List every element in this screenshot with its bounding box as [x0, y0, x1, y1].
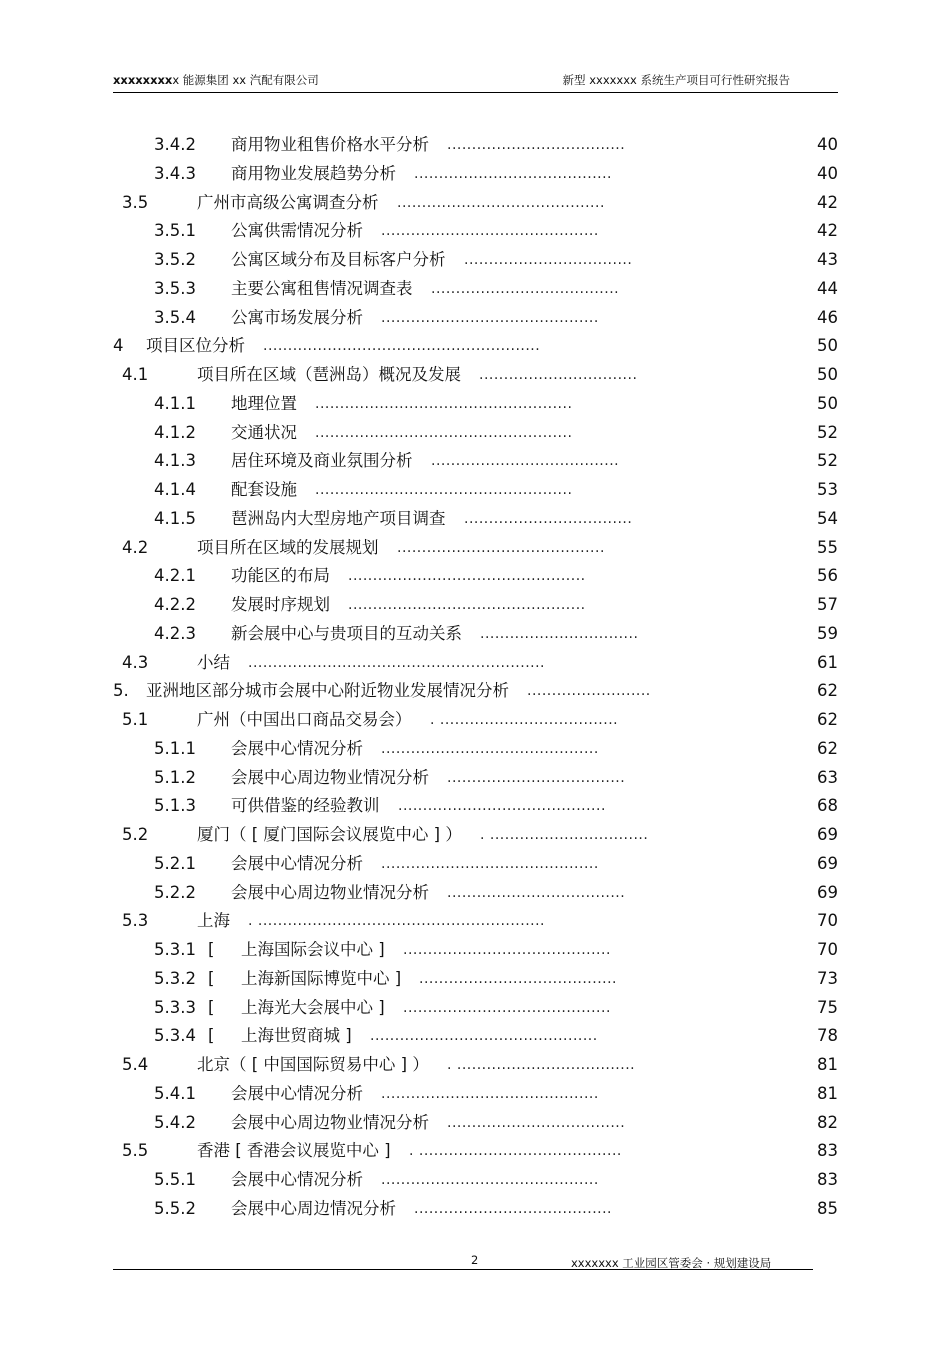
toc-entry-page-number: 52 [817, 422, 838, 442]
toc-entry-page-number: 52 [817, 451, 838, 471]
toc-entry-page-number: 83 [817, 1141, 838, 1161]
toc-entry-leader-dots: .............................................. [370, 1028, 598, 1045]
toc-entry[interactable] [0, 793, 950, 819]
toc-entry-leader-dots: ............................................................ [248, 654, 546, 671]
toc-entry-page-number: 42 [817, 192, 838, 212]
toc-entry[interactable] [0, 1167, 950, 1193]
toc-entry-number: 5.2.2 [154, 882, 196, 902]
toc-entry[interactable] [0, 822, 950, 848]
toc-entry-number: 5.5.2 [154, 1198, 196, 1218]
toc-entry-number: 5.2.1 [154, 853, 196, 873]
toc-entry-title: 琶洲岛内大型房地产项目调查 [231, 508, 446, 528]
toc-entry-page-number: 46 [817, 307, 838, 327]
toc-entry-leader-dots: .......................................... [403, 999, 611, 1016]
toc-entry-number: 4.2 [122, 537, 149, 557]
toc-entry-title: 商用物业租售价格水平分析 [231, 135, 429, 154]
toc-entry[interactable] [0, 908, 950, 934]
toc-entry-number: 3.5.1 [154, 221, 196, 241]
toc-entry-leader-dots: .................................... [447, 137, 626, 153]
toc-entry-title: 主要公寓租售情况调查表 [231, 278, 413, 298]
toc-entry-page-number: 53 [817, 480, 838, 499]
toc-entry-title: 会展中心周边物业情况分析 [231, 1112, 429, 1132]
toc-entry-number: 4.2.3 [154, 623, 196, 643]
toc-entry-title: 公寓市场发展分析 [231, 307, 363, 327]
toc-entry-leader-dots: ........................................................ [263, 338, 541, 355]
toc-entry-title: 项目所在区域（琶洲岛）概况及发展 [197, 365, 461, 384]
toc-entry-number: 4.3 [122, 652, 149, 672]
toc-entry-leader-dots: .......................................... [397, 194, 605, 211]
toc-entry-number: 5.3.3 [154, 997, 196, 1017]
toc-entry-page-number: 42 [817, 221, 838, 241]
toc-entry-title: 厦门（ [ 厦门国际会议展览中心 ] ） [197, 825, 462, 844]
toc-entry-leader-dots: ........................................ [419, 970, 618, 987]
toc-entry-page-number: 62 [817, 738, 838, 758]
toc-entry-title: 会展中心周边物业情况分析 [231, 882, 429, 902]
toc-entry-page-number: 61 [817, 652, 838, 672]
toc-entry-page-number: 68 [817, 796, 838, 816]
toc-entry-leader-dots: ............................................ [381, 855, 599, 872]
toc-entry-number: 5.4 [122, 1055, 149, 1074]
toc-entry-leader-dots: .................................................... [315, 482, 573, 498]
toc-entry-number: 5.1.2 [154, 767, 196, 787]
toc-entry-number: 4.2.2 [154, 595, 196, 614]
toc-entry-leader-dots: ................................ [480, 625, 639, 642]
toc-entry[interactable] [0, 190, 950, 216]
toc-entry-bracket: [ [208, 1026, 215, 1046]
toc-entry-number: 4.1 [122, 365, 149, 384]
toc-entry-title: 公寓区域分布及目标客户分析 [231, 250, 446, 269]
toc-entry-leader-dots: ...................................... [431, 453, 620, 470]
toc-entry-title: 上海新国际博览中心 ] [241, 968, 402, 988]
toc-entry[interactable] [0, 995, 950, 1021]
toc-entry[interactable] [0, 621, 950, 647]
toc-entry[interactable] [0, 333, 950, 359]
toc-entry-page-number: 50 [817, 393, 838, 413]
toc-entry-title: 地理位置 [231, 393, 297, 413]
toc-entry-leader-dots: . .......................................................... [248, 913, 546, 930]
footer-organization: xxxxxxx 工业园区管委会 · 规划建设局 [571, 1256, 772, 1270]
toc-entry[interactable] [0, 1023, 950, 1049]
toc-entry-page-number: 59 [817, 623, 838, 643]
toc-entry-number: 5.1.1 [154, 738, 196, 758]
toc-entry-number: 4.1.4 [154, 480, 196, 499]
toc-entry-number: 5.3.4 [154, 1026, 196, 1046]
toc-entry-page-number: 85 [817, 1198, 838, 1218]
toc-entry-leader-dots: .................................................... [315, 424, 573, 441]
toc-entry-page-number: 40 [817, 163, 838, 183]
toc-entry-title: 会展中心情况分析 [231, 853, 363, 873]
toc-entry-title: 会展中心周边情况分析 [231, 1198, 396, 1218]
toc-entry-title: 小结 [197, 652, 230, 672]
toc-entry[interactable] [0, 851, 950, 877]
toc-entry-title: 上海光大会展中心 ] [241, 997, 385, 1017]
toc-entry[interactable] [0, 247, 950, 273]
toc-entry-number: 5.2 [122, 825, 149, 844]
toc-entry[interactable] [0, 132, 950, 158]
toc-entry-number: 5.1.3 [154, 796, 196, 816]
toc-entry-leader-dots: ................................................ [348, 568, 586, 585]
page-header [113, 70, 838, 93]
toc-entry-leader-dots: .......................................... [398, 798, 606, 815]
toc-entry-page-number: 69 [817, 853, 838, 873]
toc-entry[interactable] [0, 305, 950, 331]
toc-entry-leader-dots: ......................... [527, 683, 651, 700]
toc-entry-leader-dots: ...................................... [431, 280, 620, 297]
toc-entry-page-number: 44 [817, 278, 838, 298]
toc-entry-page-number: 81 [817, 1055, 838, 1074]
toc-entry-title: 交通状况 [231, 422, 297, 442]
toc-entry-leader-dots: .......................................... [403, 942, 611, 958]
toc-entry[interactable] [0, 448, 950, 474]
toc-entry-title: 香港 [ 香港会议展览中心 ] [197, 1141, 391, 1161]
toc-entry-title: 会展中心周边物业情况分析 [231, 767, 429, 787]
toc-entry-title: 配套设施 [231, 480, 297, 499]
toc-entry[interactable] [0, 362, 950, 388]
toc-entry-bracket: [ [208, 940, 215, 959]
toc-entry-number: 4.1.2 [154, 422, 196, 442]
toc-entry-leader-dots: ................................ [479, 367, 638, 383]
toc-entry-title: 新会展中心与贵项目的互动关系 [231, 623, 462, 643]
toc-entry-page-number: 54 [817, 508, 838, 528]
toc-entry-number: 4.1.1 [154, 393, 196, 413]
toc-entry-number: 4.1.3 [154, 451, 196, 471]
toc-entry[interactable] [0, 592, 950, 618]
toc-entry[interactable] [0, 161, 950, 187]
toc-entry[interactable] [0, 937, 950, 963]
toc-entry-leader-dots: ............................................ [381, 740, 599, 757]
toc-entry[interactable] [0, 276, 950, 302]
toc-entry-title: 上海 [197, 911, 230, 931]
toc-entry-leader-dots: .................................. [464, 510, 633, 527]
toc-entry[interactable] [0, 506, 950, 532]
toc-entry[interactable] [0, 1081, 950, 1107]
toc-entry-title: 会展中心情况分析 [231, 738, 363, 758]
toc-entry-page-number: 56 [817, 566, 838, 586]
toc-entry-page-number: 43 [817, 250, 838, 269]
toc-entry-title: 发展时序规划 [231, 595, 330, 614]
toc-entry-number: 3.5.3 [154, 278, 196, 298]
toc-entry-title: 广州市高级公寓调查分析 [197, 192, 379, 212]
page-footer [113, 1253, 813, 1270]
toc-entry-page-number: 55 [817, 537, 838, 557]
toc-entry[interactable] [0, 563, 950, 589]
toc-entry-leader-dots: ............................................ [381, 223, 599, 240]
toc-entry-number: 4.1.5 [154, 508, 196, 528]
toc-entry-page-number: 83 [817, 1170, 838, 1189]
toc-entry-page-number: 70 [817, 911, 838, 931]
toc-entry-title: 公寓供需情况分析 [231, 221, 363, 241]
toc-entry[interactable] [0, 477, 950, 503]
toc-entry-title: 商用物业发展趋势分析 [231, 163, 396, 183]
toc-entry-page-number: 62 [817, 710, 838, 729]
toc-entry-page-number: 50 [817, 336, 838, 356]
toc-entry-page-number: 40 [817, 135, 838, 154]
toc-entry-title: 项目区位分析 [146, 336, 245, 356]
toc-entry-page-number: 70 [817, 940, 838, 959]
toc-entry-leader-dots: ........................................ [414, 165, 613, 182]
toc-entry-title: 会展中心情况分析 [231, 1170, 363, 1189]
toc-entry-number: 5.4.1 [154, 1083, 196, 1103]
header-left [113, 72, 319, 88]
toc-entry-page-number: 50 [817, 365, 838, 384]
toc-entry-page-number: 78 [817, 1026, 838, 1046]
toc-entry-leader-dots: . ................................ [480, 827, 649, 843]
toc-entry-page-number: 62 [817, 681, 838, 701]
toc-entry-page-number: 63 [817, 767, 838, 787]
toc-entry-leader-dots: ............................................ [381, 1172, 599, 1188]
toc-entry[interactable] [0, 650, 950, 676]
toc-entry-number: 5.4.2 [154, 1112, 196, 1132]
toc-entry-leader-dots: .................................. [464, 252, 633, 268]
toc-entry-leader-dots: . .................................... [430, 712, 619, 728]
toc-entry-leader-dots: ............................................ [381, 1085, 599, 1102]
toc-entry-page-number: 75 [817, 997, 838, 1017]
toc-entry[interactable] [0, 391, 950, 417]
toc-entry[interactable] [0, 966, 950, 992]
toc-entry-number: 3.5.2 [154, 250, 196, 269]
toc-entry[interactable] [0, 218, 950, 244]
toc-entry-title: 亚洲地区部分城市会展中心附近物业发展情况分析 [146, 681, 509, 701]
toc-entry[interactable] [0, 420, 950, 446]
toc-entry-number: 5.5.1 [154, 1170, 196, 1189]
toc-entry-bracket: [ [208, 968, 215, 988]
toc-entry-number: 4.2.1 [154, 566, 196, 586]
toc-entry-page-number: 69 [817, 882, 838, 902]
toc-entry-page-number: 82 [817, 1112, 838, 1132]
toc-entry-leader-dots: .......................................... [397, 539, 605, 556]
toc-entry[interactable] [0, 765, 950, 791]
toc-entry-number: 5. [113, 681, 129, 701]
toc-entry-leader-dots: .................................... [447, 884, 626, 901]
toc-entry-number: 5.3.2 [154, 968, 196, 988]
footer-page-number: 2 [471, 1253, 479, 1267]
toc-entry-number: 3.4.3 [154, 163, 196, 183]
toc-entry-number: 3.4.2 [154, 135, 196, 154]
toc-entry[interactable] [0, 736, 950, 762]
toc-entry-number: 3.5 [122, 192, 149, 212]
header-right: 新型 xxxxxxx 系统生产项目可行性研究报告 [562, 73, 790, 87]
toc-entry[interactable] [0, 880, 950, 906]
toc-entry-title: 上海世贸商城 ] [241, 1026, 352, 1046]
toc-entry-page-number: 69 [817, 825, 838, 844]
toc-entry-bracket: [ [208, 997, 215, 1017]
toc-entry-title: 功能区的布局 [231, 566, 330, 586]
toc-entry-title: 北京（ [ 中国国际贸易中心 ] ） [197, 1055, 429, 1074]
toc-entry[interactable] [0, 1110, 950, 1136]
toc-entry-leader-dots: .................................................... [315, 395, 573, 412]
toc-entry[interactable] [0, 707, 950, 733]
toc-entry-title: 可供借鉴的经验教训 [231, 796, 380, 816]
header-left-text: x 能源集团 xx 汽配有限公司 [172, 73, 319, 87]
toc-entry[interactable] [0, 678, 950, 704]
header-left-bold: xxxxxxxx [113, 73, 173, 87]
toc-entry-number: 3.5.4 [154, 307, 196, 327]
toc-entry-number: 5.5 [122, 1141, 149, 1161]
toc-entry-leader-dots: ............................................ [381, 309, 599, 326]
toc-entry[interactable] [0, 1138, 950, 1164]
toc-entry[interactable] [0, 535, 950, 561]
toc-entry[interactable] [0, 1196, 950, 1222]
toc-entry-page-number: 57 [817, 595, 838, 614]
toc-entry-title: 会展中心情况分析 [231, 1083, 363, 1103]
toc-entry-leader-dots: ................................................ [348, 597, 586, 613]
toc-entry-number: 4 [113, 336, 124, 356]
toc-entry-number: 5.1 [122, 710, 149, 729]
toc-entry-page-number: 81 [817, 1083, 838, 1103]
toc-entry[interactable] [0, 1052, 950, 1078]
toc-entry-title: 项目所在区域的发展规划 [197, 537, 379, 557]
toc-entry-number: 5.3 [122, 911, 149, 931]
toc-entry-title: 居住环境及商业氛围分析 [231, 451, 413, 471]
toc-entry-title: 上海国际会议中心 ] [241, 940, 385, 959]
toc-entry-leader-dots: .................................... [447, 1114, 626, 1131]
toc-entry-title: 广州（中国出口商品交易会） [197, 710, 412, 729]
toc-entry-number: 5.3.1 [154, 940, 196, 959]
toc-entry-leader-dots: .................................... [447, 769, 626, 786]
toc-entry-leader-dots: . ......................................... [409, 1143, 622, 1160]
toc-entry-page-number: 73 [817, 968, 838, 988]
toc-entry-leader-dots: . .................................... [447, 1057, 636, 1073]
toc-entry-leader-dots: ........................................ [414, 1200, 613, 1217]
